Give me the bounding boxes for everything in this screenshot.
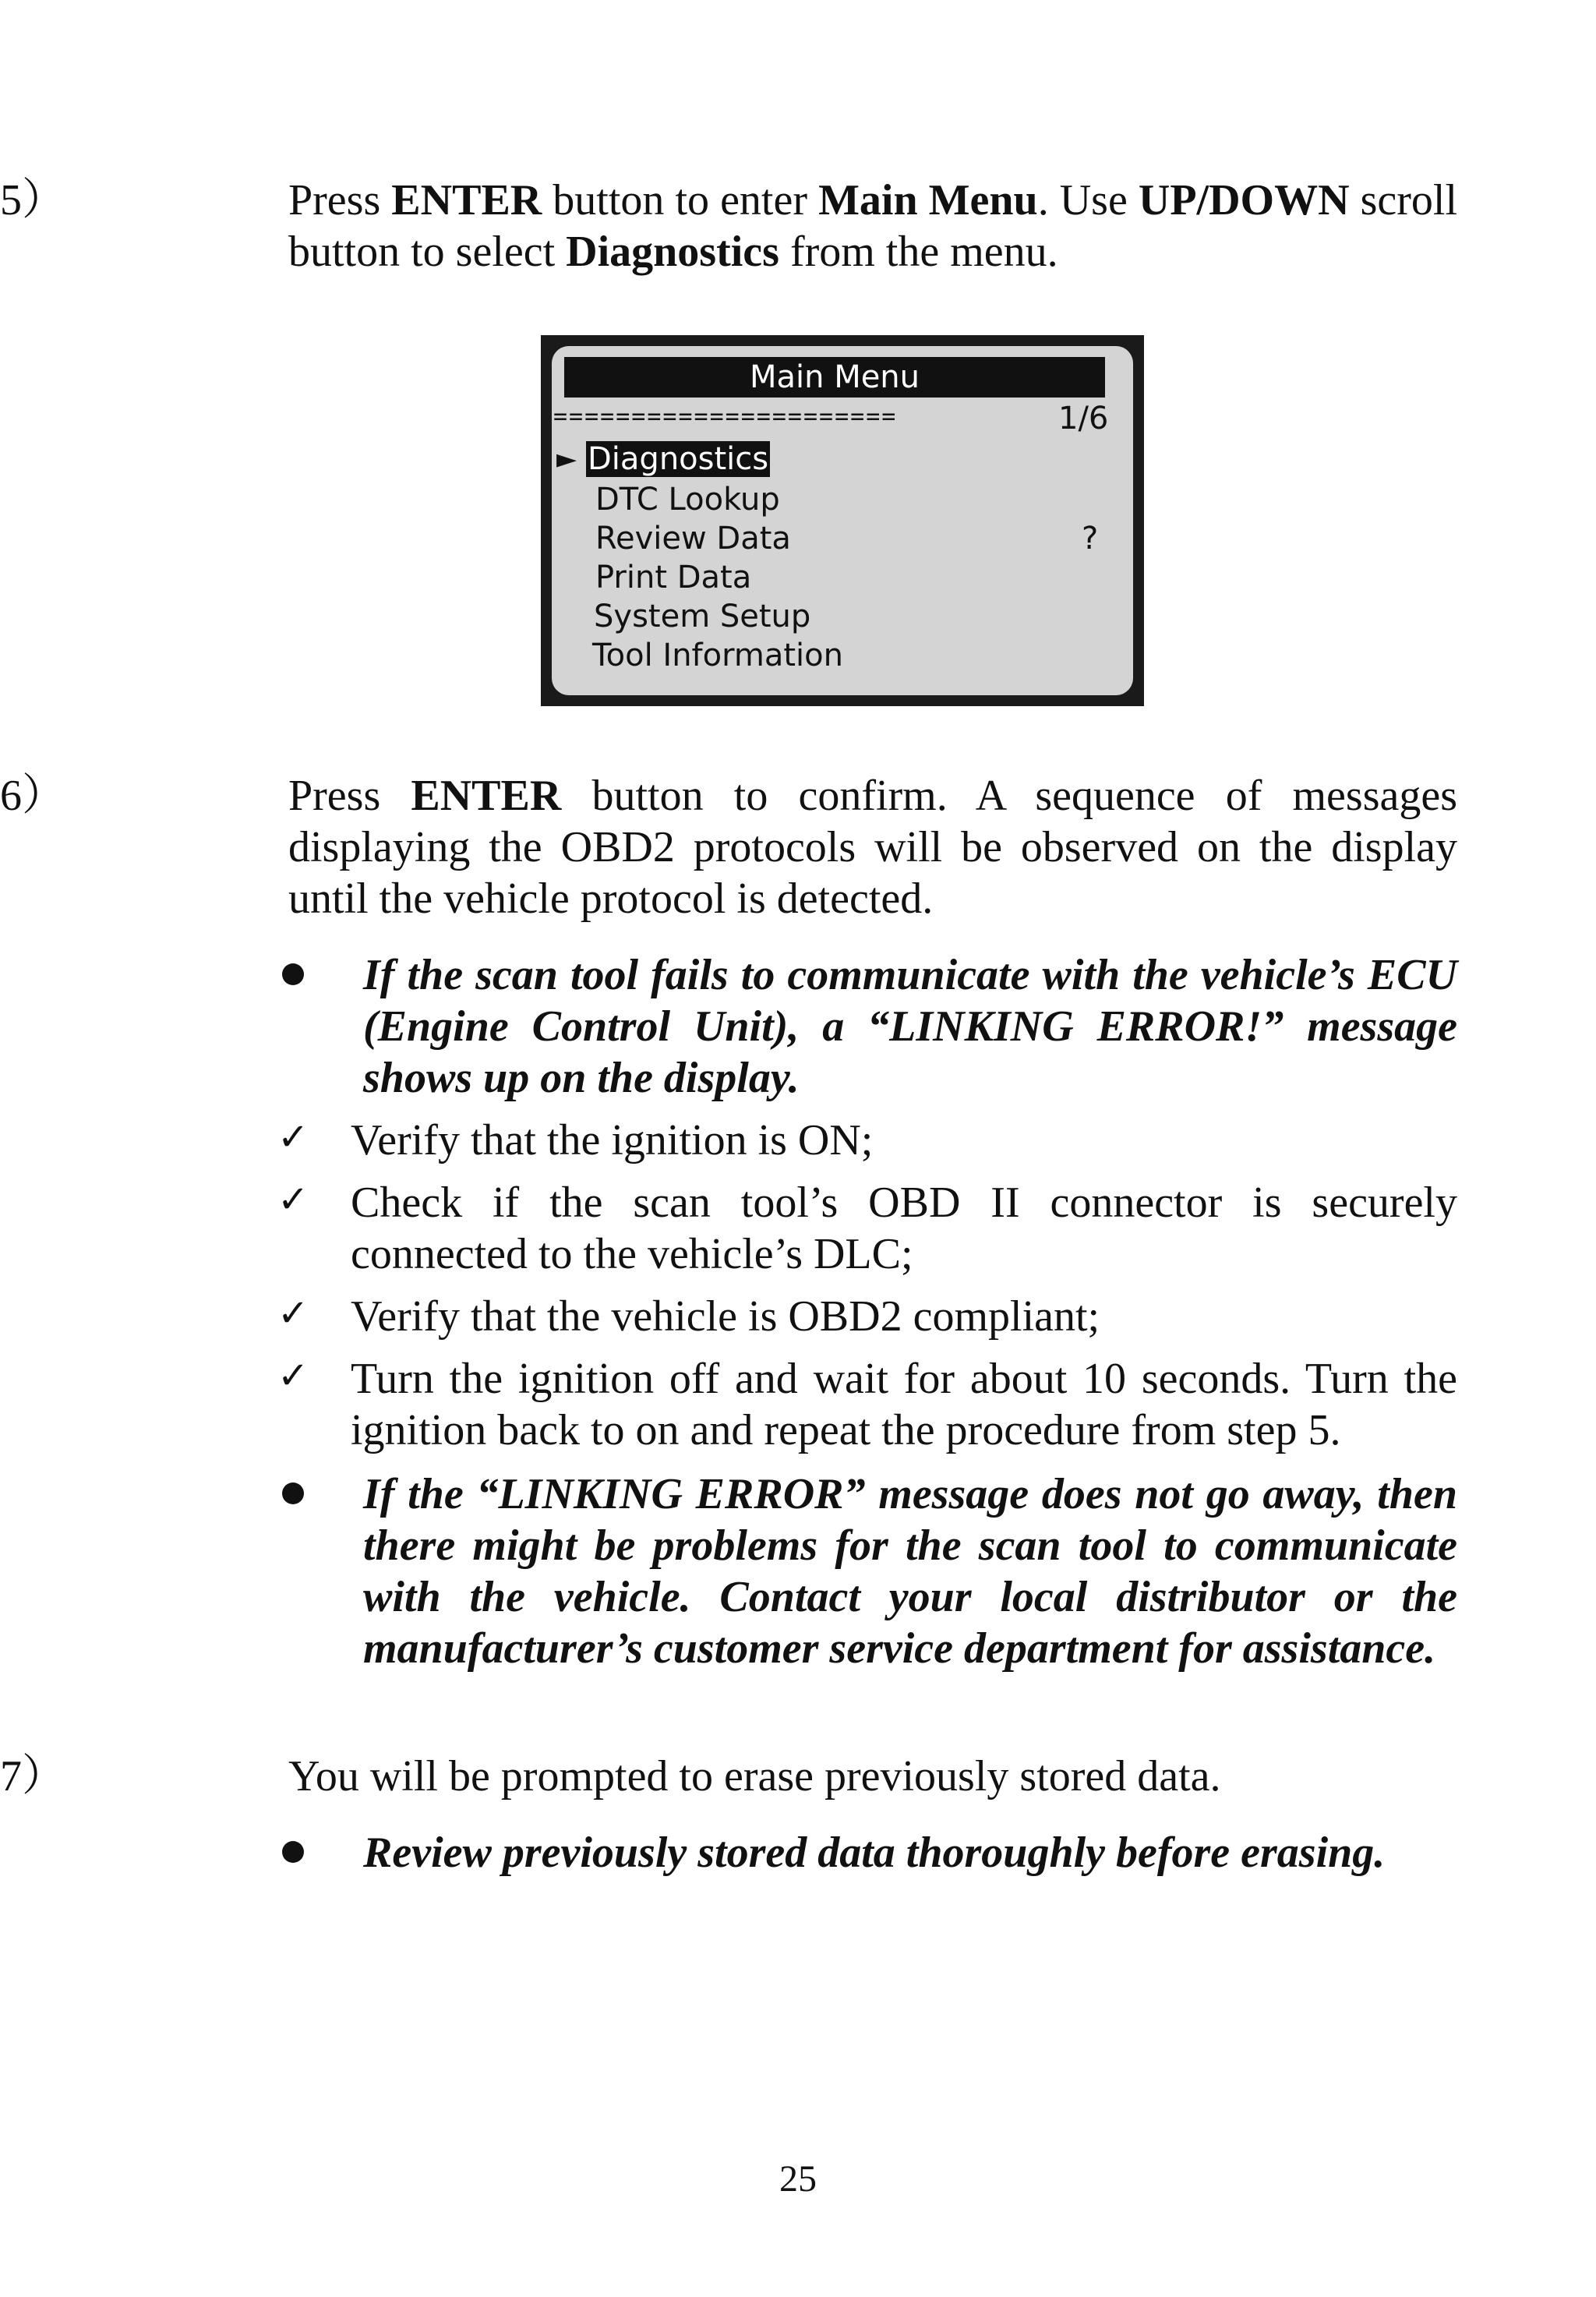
bullet-icon xyxy=(282,1482,304,1504)
step-number: 6） xyxy=(0,772,65,820)
note-text: If the scan tool fails to communicate with the vehicle’s ECU (Engine Control Unit), a “LINKING ERROR!” message shows up on the display. xyxy=(363,951,1457,1102)
step-number: 7） xyxy=(0,1752,65,1800)
step-text: Press ENTER button to confirm. A sequence of messages displaying the OBD2 protocols will be observed on the display until the vehicle protocol is detected. xyxy=(288,772,1457,923)
step-6 xyxy=(0,770,1457,924)
lcd-menu-item-print-data[interactable]: Print Data xyxy=(595,560,752,595)
check-icon: ✓ xyxy=(277,1354,309,1398)
step-text: You will be prompted to erase previously stored data. xyxy=(288,1752,1221,1800)
step-text: Press ENTER button to enter Main Menu. Use UP/DOWN scroll button to select Diagnostics from the menu. xyxy=(288,176,1458,276)
bullet-icon xyxy=(282,963,304,985)
check-icon: ✓ xyxy=(277,1115,309,1159)
check-item-2: Check if the scan tool’s OBD II connector is securely connected to the vehicle’s DLC; xyxy=(351,1179,1457,1278)
lcd-separator: ====================== xyxy=(553,403,898,430)
lcd-menu-item-tool-information[interactable]: Tool Information xyxy=(592,638,843,673)
step-5 xyxy=(0,175,1458,277)
lcd-display xyxy=(552,346,1133,695)
lcd-pointer-icon: ► xyxy=(556,443,577,475)
bullet-icon xyxy=(282,1841,304,1863)
lcd-title: Main Menu xyxy=(564,357,1105,398)
note-bullet-2: If the “LINKING ERROR” message does not go away, then there might be problems for the scan tool to communicate with the vehicle. Contact your local distributor or the manufacturer’s customer service department for assistance. xyxy=(363,1470,1457,1673)
lcd-menu-item-dtc-lookup[interactable]: DTC Lookup xyxy=(595,482,780,518)
step-7 xyxy=(0,1751,1457,1802)
lcd-page-indicator: 1/6 xyxy=(1058,401,1109,436)
step-number: 5） xyxy=(0,176,65,224)
lcd-screen xyxy=(541,335,1144,706)
lcd-menu-item-review-data[interactable]: Review Data xyxy=(595,521,791,557)
check-item-3: Verify that the vehicle is OBD2 compliant; xyxy=(351,1292,1100,1341)
check-icon: ✓ xyxy=(277,1178,309,1221)
note-bullet-3: Review previously stored data thoroughly before erasing. xyxy=(363,1829,1386,1877)
check-item-1: Verify that the ignition is ON; xyxy=(351,1116,874,1164)
lcd-question-mark: ? xyxy=(1082,521,1099,557)
lcd-menu-item-system-setup[interactable]: System Setup xyxy=(594,599,811,634)
check-icon: ✓ xyxy=(277,1292,309,1335)
page-number: 25 xyxy=(779,2158,817,2200)
lcd-menu-item-diagnostics[interactable]: Diagnostics xyxy=(588,441,769,477)
check-item-4: Turn the ignition off and wait for about 10 seconds. Turn the ignition back to on and repeat the procedure from step 5. xyxy=(351,1355,1457,1454)
